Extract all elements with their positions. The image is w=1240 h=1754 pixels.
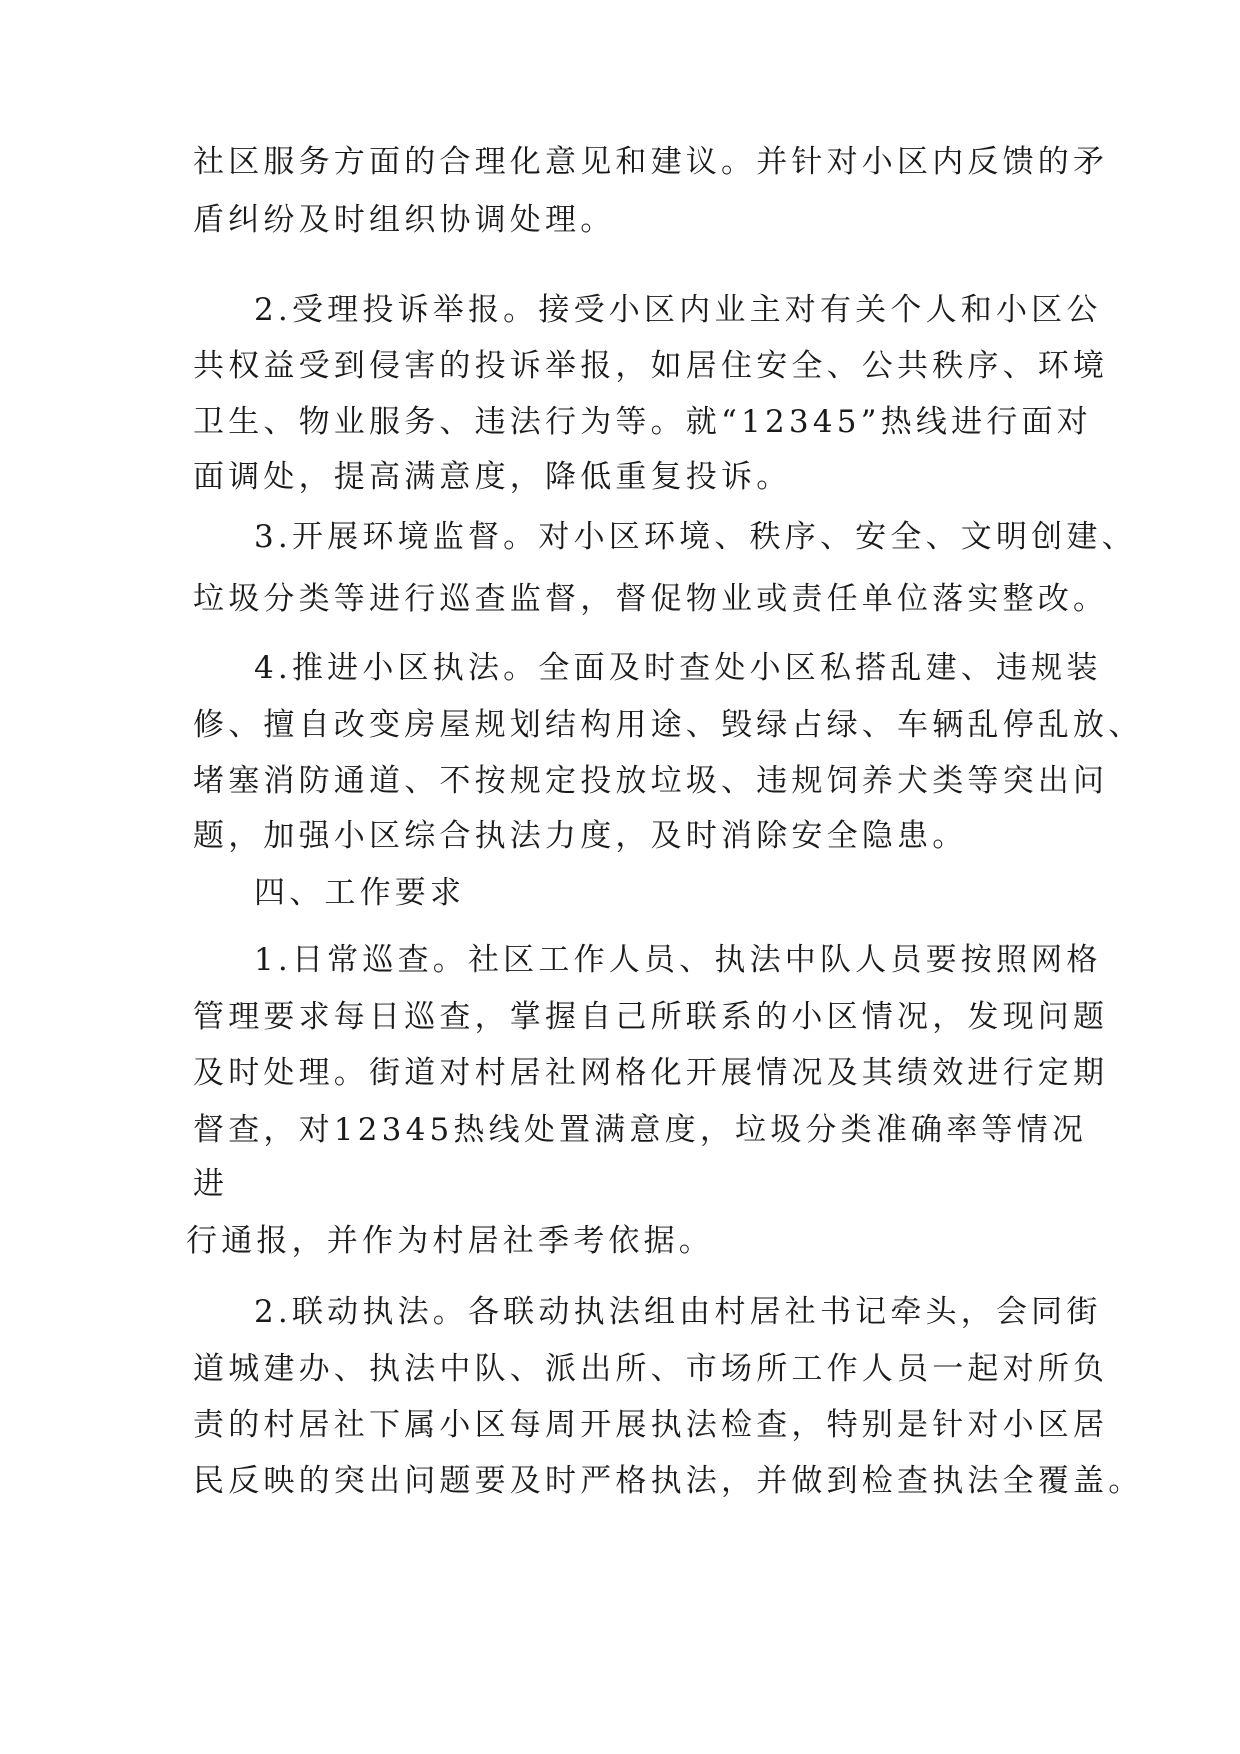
text-line: 2.联动执法。各联动执法组由村居社书记牵头，会同街 [254, 1294, 1102, 1330]
text-line: 民反映的突出问题要及时严格执法，并做到检查执法全覆盖。 [193, 1463, 1144, 1499]
text-line: 卫生、物业服务、违法行为等。就“12345”热线进行面对 [193, 404, 1092, 440]
text-line: 面调处，提高满意度，降低重复投诉。 [193, 459, 792, 495]
text-line: 2.受理投诉举报。接受小区内业主对有关个人和小区公 [254, 292, 1102, 328]
text-line: 督查，对12345热线处置满意度，垃圾分类准确率等情况 [193, 1112, 1088, 1148]
text-line: 4.推进小区执法。全面及时查处小区私搭乱建、违规装 [254, 650, 1102, 686]
text-line: 行通报，并作为村居社季考依据。 [186, 1223, 714, 1259]
text-line: 道城建办、执法中队、派出所、市场所工作人员一起对所负 [193, 1351, 1109, 1387]
text-line: 管理要求每日巡查，掌握自己所联系的小区情况，发现问题 [193, 999, 1109, 1035]
text-line: 责的村居社下属小区每周开展执法检查，特别是针对小区居 [193, 1407, 1109, 1443]
text-line: 共权益受到侵害的投诉举报，如居住安全、公共秩序、环境 [193, 348, 1109, 384]
text-line: 垃圾分类等进行巡查监督，督促物业或责任单位落实整改。 [193, 581, 1109, 617]
text-line: 进 [193, 1166, 229, 1202]
text-line: 题，加强小区综合执法力度，及时消除安全隐患。 [193, 818, 968, 854]
text-line: 1.日常巡查。社区工作人员、执法中队人员要按照网格 [254, 942, 1102, 978]
text-line: 修、擅自改变房屋规划结构用途、毁绿占绿、车辆乱停乱放、 [193, 707, 1144, 743]
text-line: 盾纠纷及时组织协调处理。 [193, 202, 616, 238]
section-heading: 四、工作要求 [254, 875, 466, 911]
text-line: 社区服务方面的合理化意见和建议。并针对小区内反馈的矛 [193, 144, 1109, 180]
text-line: 及时处理。街道对村居社网格化开展情况及其绩效进行定期 [193, 1055, 1109, 1091]
text-line: 堵塞消防通道、不按规定投放垃圾、违规饲养犬类等突出问 [193, 763, 1109, 799]
text-line: 3.开展环境监督。对小区环境、秩序、安全、文明创建、 [254, 519, 1137, 555]
